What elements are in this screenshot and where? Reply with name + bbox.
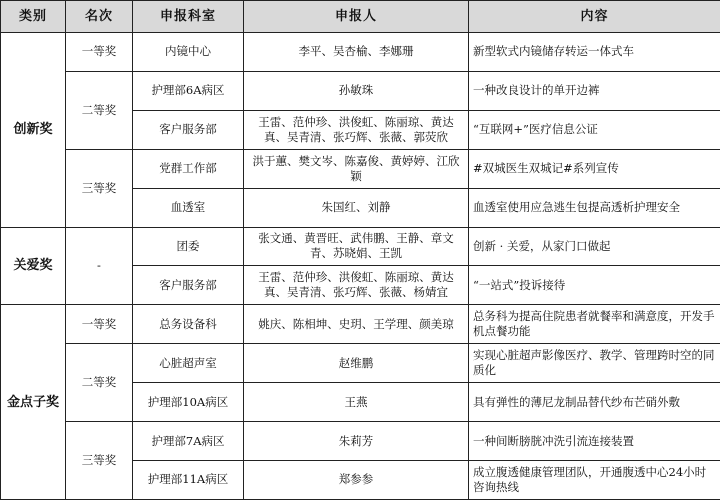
applicants-cell: 王雷、范仲珍、洪俊虹、陈丽琼、黄达真、吴青清、张巧辉、张薇、杨婧宜: [244, 266, 469, 305]
applicants-cell: 郑参参: [244, 460, 469, 499]
table-row: [1, 344, 720, 383]
applicants-cell: 张文通、黄晋旺、武伟鹏、王静、章文青、苏晓娟、王凯: [244, 227, 469, 266]
department-cell: 总务设备科: [133, 305, 244, 344]
applicants-cell: 李平、吴杏榆、李娜珊: [244, 33, 469, 72]
content-cell: 创新 · 关爱，从家门口做起: [469, 227, 720, 266]
header-rank: 名次: [66, 1, 133, 33]
applicants-cell: 王燕: [244, 383, 469, 422]
header-category: 类别: [1, 1, 66, 33]
table-row: [1, 71, 720, 110]
header-department: 申报科室: [133, 1, 244, 33]
department-cell: 血透室: [133, 188, 244, 227]
header-row: [1, 1, 720, 33]
department-cell: 党群工作部: [133, 149, 244, 188]
content-cell: 一种改良设计的单开边裤: [469, 71, 720, 110]
department-cell: 护理部7A病区: [133, 422, 244, 461]
applicants-cell: 洪于蕙、樊文岑、陈嘉俊、黄婷婷、江欣颖: [244, 149, 469, 188]
department-cell: 内镜中心: [133, 33, 244, 72]
applicants-cell: 王雷、范仲珍、洪俊虹、陈丽琼、黄达真、吴青清、张巧辉、张薇、郭荧欣: [244, 110, 469, 149]
header-applicants: 申报人: [244, 1, 469, 33]
content-cell: 一种间断膀胱冲洗引流连接装置: [469, 422, 720, 461]
applicants-cell: 朱莉芳: [244, 422, 469, 461]
department-cell: 团委: [133, 227, 244, 266]
rank-cell: 三等奖: [66, 149, 133, 227]
department-cell: 护理部11A病区: [133, 460, 244, 499]
content-cell: 新型软式内镜储存转运一体式车: [469, 33, 720, 72]
rank-cell: -: [66, 227, 133, 305]
category-innovation: 创新奖: [1, 33, 66, 228]
content-cell: 总务科为提高住院患者就餐率和满意度，开发手机点餐功能: [469, 305, 720, 344]
rank-cell: 二等奖: [66, 71, 133, 149]
rank-cell: 三等奖: [66, 422, 133, 500]
content-cell: #双城医生双城记#系列宣传: [469, 149, 720, 188]
content-cell: 成立腹透健康管理团队，开通腹透中心24小时咨询热线: [469, 460, 720, 499]
rank-cell: 二等奖: [66, 344, 133, 422]
content-cell: 具有弹性的薄尼龙制品替代纱布芒硝外敷: [469, 383, 720, 422]
rank-cell: 一等奖: [66, 305, 133, 344]
applicants-cell: 孙敏珠: [244, 71, 469, 110]
category-golden-idea: 金点子奖: [1, 305, 66, 500]
applicants-cell: 姚庆、陈相坤、史玥、王学理、颜美琼: [244, 305, 469, 344]
department-cell: 护理部6A病区: [133, 71, 244, 110]
table-row: [1, 305, 720, 344]
content-cell: “互联网+”医疗信息公证: [469, 110, 720, 149]
content-cell: “一站式”投诉接待: [469, 266, 720, 305]
department-cell: 护理部10A病区: [133, 383, 244, 422]
table-row: [1, 149, 720, 188]
department-cell: 客户服务部: [133, 110, 244, 149]
header-content: 内容: [469, 1, 720, 33]
content-cell: 实现心脏超声影像医疗、教学、管理跨时空的同质化: [469, 344, 720, 383]
department-cell: 客户服务部: [133, 266, 244, 305]
content-cell: 血透室使用应急逃生包提高透析护理安全: [469, 188, 720, 227]
table-row: [1, 422, 720, 461]
category-care: 关爱奖: [1, 227, 66, 305]
table-row: [1, 227, 720, 266]
applicants-cell: 赵维鹏: [244, 344, 469, 383]
rank-cell: 一等奖: [66, 33, 133, 72]
applicants-cell: 朱国红、刘静: [244, 188, 469, 227]
table-row: [1, 33, 720, 72]
department-cell: 心脏超声室: [133, 344, 244, 383]
